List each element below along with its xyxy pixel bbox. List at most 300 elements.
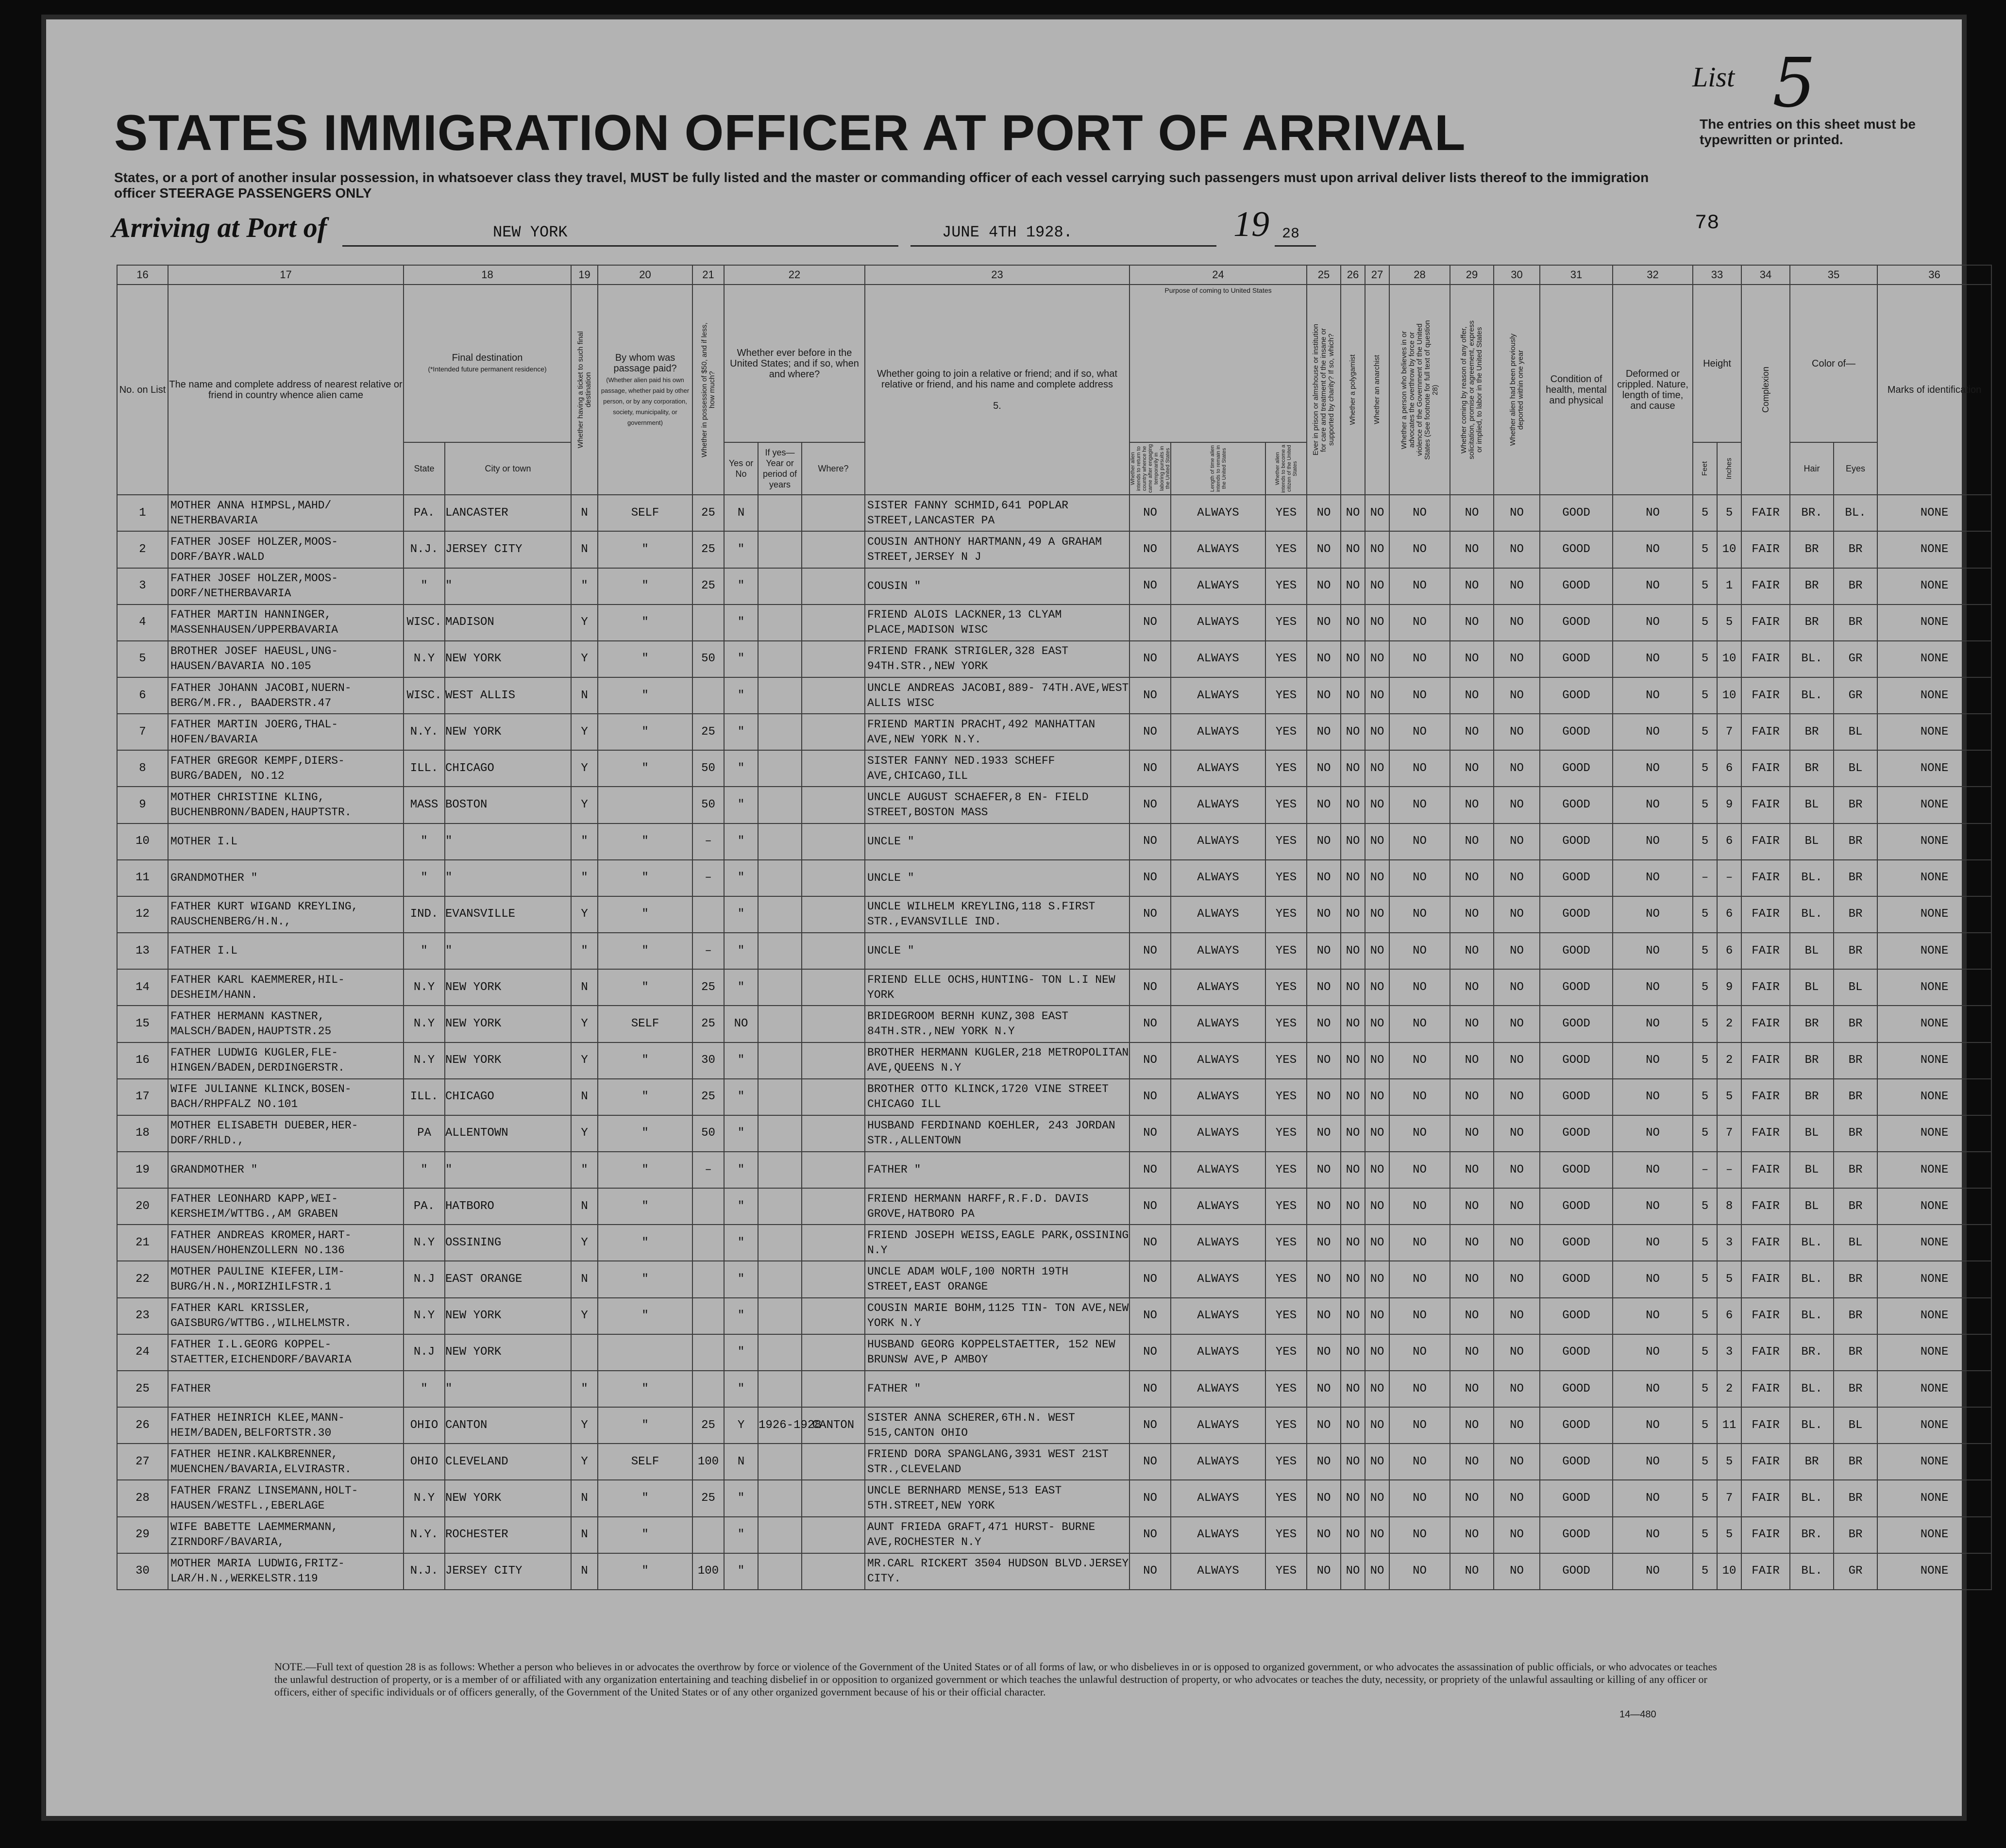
hair-color-cell: BL [1790, 1152, 1834, 1188]
previously-deported-cell: NO [1494, 1079, 1540, 1115]
before-in-us-cell: " [724, 860, 758, 896]
purpose-citizen-cell: YES [1265, 1371, 1307, 1407]
previously-deported-cell: NO [1494, 641, 1540, 677]
question-28-cell: NO [1389, 1334, 1450, 1371]
labor-contract-cell: NO [1450, 568, 1494, 605]
passage-paid-by-cell: SELF [598, 1444, 692, 1480]
eye-color-cell: BR [1834, 1298, 1877, 1334]
purpose-citizen-cell: YES [1265, 823, 1307, 860]
purpose-citizen-cell: YES [1265, 641, 1307, 677]
relative-address-cell: FATHER JOHANN JACOBI,NUERN- BERG/M.FR., BAADERSTR.47 [168, 677, 404, 714]
destination-city-cell: " [445, 1152, 571, 1188]
header-color-of: Color of— [1790, 285, 1877, 442]
table-row [117, 568, 1991, 605]
complexion-cell: FAIR [1741, 933, 1790, 969]
passage-paid-by-cell: " [598, 1225, 692, 1261]
col-number: 35 [1790, 265, 1877, 285]
health-cell: GOOD [1540, 1006, 1613, 1042]
before-where-cell [802, 860, 865, 896]
identification-marks-cell: NONE [1877, 1188, 1991, 1225]
polygamist-cell: NO [1341, 677, 1365, 714]
question-28-cell: NO [1389, 750, 1450, 787]
health-cell: GOOD [1540, 787, 1613, 823]
health-cell: GOOD [1540, 531, 1613, 568]
before-in-us-cell: " [724, 568, 758, 605]
polygamist-cell: NO [1341, 1480, 1365, 1516]
before-where-cell [802, 823, 865, 860]
destination-state-cell: WISC. [404, 605, 445, 641]
joining-relative-cell: UNCLE ADAM WOLF,100 NORTH 19TH STREET,EAST ORANGE [865, 1261, 1129, 1297]
destination-city-cell: NEW YORK [445, 1042, 571, 1079]
height-inches-cell: 2 [1717, 1006, 1741, 1042]
joining-relative-cell: FRIEND FRANK STRIGLER,328 EAST 94TH.STR.,NEW YORK [865, 641, 1129, 677]
relative-address-cell: FATHER MARTIN HANNINGER, MASSENHAUSEN/UPPERBAVARIA [168, 605, 404, 641]
identification-marks-cell: NONE [1877, 1517, 1991, 1553]
height-inches-cell: 11 [1717, 1407, 1741, 1444]
polygamist-cell: NO [1341, 1042, 1365, 1079]
previously-deported-cell: NO [1494, 860, 1540, 896]
purpose-return-cell: NO [1129, 1261, 1171, 1297]
hair-color-cell: BL [1790, 969, 1834, 1006]
purpose-length-cell: ALWAYS [1171, 1407, 1265, 1444]
col-number: 36 [1877, 265, 1991, 285]
health-cell: GOOD [1540, 1371, 1613, 1407]
anarchist-cell: NO [1365, 1079, 1389, 1115]
table-row [117, 1334, 1991, 1371]
labor-contract-cell: NO [1450, 933, 1494, 969]
labor-contract-cell: NO [1450, 1152, 1494, 1188]
table-row [117, 933, 1991, 969]
hair-color-cell: BL. [1790, 896, 1834, 933]
deformed-cell: NO [1613, 714, 1693, 750]
header-joining [865, 285, 1129, 495]
money-cell: 25 [692, 568, 724, 605]
labor-contract-cell: NO [1450, 495, 1494, 531]
joining-relative-cell: FRIEND MARTIN PRACHT,492 MANHATTAN AVE,NEW YORK N.Y. [865, 714, 1129, 750]
before-where-cell [802, 1225, 865, 1261]
before-in-us-cell: " [724, 641, 758, 677]
header-hair: Hair [1790, 442, 1834, 495]
before-in-us-cell: " [724, 1079, 758, 1115]
col-number: 27 [1365, 265, 1389, 285]
deformed-cell: NO [1613, 495, 1693, 531]
before-period-cell [758, 641, 802, 677]
joining-relative-cell: FRIEND DORA SPANGLANG,3931 WEST 21ST STR.,CLEVELAND [865, 1444, 1129, 1480]
height-feet-cell: 5 [1693, 714, 1717, 750]
destination-state-cell: N.Y [404, 969, 445, 1006]
ticket-cell: " [571, 823, 598, 860]
purpose-return-cell: NO [1129, 677, 1171, 714]
labor-contract-cell: NO [1450, 1334, 1494, 1371]
money-cell: 25 [692, 495, 724, 531]
ticket-cell: N [571, 495, 598, 531]
complexion-cell: FAIR [1741, 495, 1790, 531]
destination-city-cell: JERSEY CITY [445, 531, 571, 568]
purpose-return-cell: NO [1129, 933, 1171, 969]
before-where-cell [802, 1480, 865, 1516]
header-question-28 [1389, 285, 1450, 495]
table-row [117, 860, 1991, 896]
previously-deported-cell: NO [1494, 1225, 1540, 1261]
eye-color-cell: BL [1834, 750, 1877, 787]
complexion-cell: FAIR [1741, 823, 1790, 860]
relative-address-cell: MOTHER PAULINE KIEFER,LIM- BURG/H.N.,MORIZHILFSTR.1 [168, 1261, 404, 1297]
question-28-cell: NO [1389, 1517, 1450, 1553]
anarchist-cell: NO [1365, 677, 1389, 714]
before-period-cell [758, 750, 802, 787]
before-period-cell [758, 787, 802, 823]
table-row [117, 969, 1991, 1006]
previously-deported-cell: NO [1494, 933, 1540, 969]
row-number-cell: 12 [117, 896, 168, 933]
complexion-cell: FAIR [1741, 1444, 1790, 1480]
destination-state-cell: N.Y [404, 1006, 445, 1042]
previously-deported-cell: NO [1494, 1553, 1540, 1590]
previously-deported-cell: NO [1494, 1115, 1540, 1152]
before-period-cell [758, 1115, 802, 1152]
polygamist-cell: NO [1341, 1553, 1365, 1590]
table-row [117, 531, 1991, 568]
ticket-cell: Y [571, 1444, 598, 1480]
passage-paid-by-cell: " [598, 677, 692, 714]
polygamist-cell: NO [1341, 1188, 1365, 1225]
health-cell: GOOD [1540, 1042, 1613, 1079]
anarchist-cell: NO [1365, 605, 1389, 641]
before-period-cell [758, 1188, 802, 1225]
purpose-citizen-cell: YES [1265, 750, 1307, 787]
row-number-cell: 10 [117, 823, 168, 860]
purpose-length-cell: ALWAYS [1171, 1480, 1265, 1516]
height-feet-cell: 5 [1693, 750, 1717, 787]
joining-relative-cell: FRIEND HERMANN HARFF,R.F.D. DAVIS GROVE,HATBORO PA [865, 1188, 1129, 1225]
feet-label: Feet [1701, 461, 1709, 476]
labor-contract-cell: NO [1450, 1225, 1494, 1261]
destination-state-cell: N.Y [404, 641, 445, 677]
destination-city-cell: ROCHESTER [445, 1517, 571, 1553]
question-28-cell: NO [1389, 714, 1450, 750]
destination-state-cell: N.Y [404, 1225, 445, 1261]
joining-relative-cell: BRIDEGROOM BERNH KUNZ,308 EAST 84TH.STR.,NEW YORK N.Y [865, 1006, 1129, 1042]
before-period-cell [758, 1261, 802, 1297]
ticket-cell: N [571, 531, 598, 568]
identification-marks-cell: NONE [1877, 1079, 1991, 1115]
relative-address-cell: FATHER HEINR.KALKBRENNER, MUENCHEN/BAVARIA,ELVIRASTR. [168, 1444, 404, 1480]
purpose-length-cell: ALWAYS [1171, 1553, 1265, 1590]
hair-color-cell: BR [1790, 1079, 1834, 1115]
manifest-sheet [46, 19, 1982, 1816]
header-height: Height [1693, 285, 1741, 442]
final-destination-sub: (*Intended future permanent residence) [428, 365, 547, 373]
row-number-cell: 9 [117, 787, 168, 823]
question-28-cell: NO [1389, 1407, 1450, 1444]
destination-state-cell: ILL. [404, 1079, 445, 1115]
polygamist-label: Whether a polygamist [1349, 354, 1357, 425]
height-feet-cell: 5 [1693, 896, 1717, 933]
purpose-citizen-cell: YES [1265, 969, 1307, 1006]
arriving-label: Arriving at Port of [112, 212, 327, 243]
hair-color-cell: BR [1790, 568, 1834, 605]
table-row [117, 605, 1991, 641]
row-number-cell: 30 [117, 1553, 168, 1590]
relative-address-cell: FATHER JOSEF HOLZER,MOOS- DORF/BAYR.WALD [168, 531, 404, 568]
polygamist-cell: NO [1341, 933, 1365, 969]
joining-relative-cell: COUSIN ANTHONY HARTMANN,49 A GRAHAM STREET,JERSEY N J [865, 531, 1129, 568]
destination-state-cell: OHIO [404, 1407, 445, 1444]
polygamist-cell: NO [1341, 1261, 1365, 1297]
previously-deported-cell: NO [1494, 1480, 1540, 1516]
question-28-cell: NO [1389, 1261, 1450, 1297]
before-where-cell [802, 1261, 865, 1297]
deformed-cell: NO [1613, 1006, 1693, 1042]
prison-cell: NO [1307, 787, 1341, 823]
header-city: City or town [445, 442, 571, 495]
col-number: 26 [1341, 265, 1365, 285]
eye-color-cell: BR [1834, 531, 1877, 568]
prison-cell: NO [1307, 1371, 1341, 1407]
before-period-cell [758, 1517, 802, 1553]
health-cell: GOOD [1540, 495, 1613, 531]
ticket-cell: Y [571, 1225, 598, 1261]
labor-contract-cell: NO [1450, 641, 1494, 677]
ticket-cell: " [571, 568, 598, 605]
prison-cell: NO [1307, 1407, 1341, 1444]
ticket-cell: N [571, 969, 598, 1006]
destination-state-cell: " [404, 1371, 445, 1407]
purpose-return-cell: NO [1129, 860, 1171, 896]
identification-marks-cell: NONE [1877, 787, 1991, 823]
question-28-cell: NO [1389, 1006, 1450, 1042]
question-28-cell: NO [1389, 787, 1450, 823]
question-28-cell: NO [1389, 823, 1450, 860]
passage-paid-by-cell: " [598, 568, 692, 605]
purpose-citizen-label: Whether alien intends to become a citizen of the United States [1274, 444, 1298, 493]
purpose-return-cell: NO [1129, 605, 1171, 641]
header-complexion [1741, 285, 1790, 495]
height-inches-cell: 6 [1717, 1298, 1741, 1334]
labor-contract-cell: NO [1450, 1188, 1494, 1225]
identification-marks-cell: NONE [1877, 568, 1991, 605]
hair-color-cell: BL. [1790, 1371, 1834, 1407]
deformed-cell: NO [1613, 1079, 1693, 1115]
prison-cell: NO [1307, 1188, 1341, 1225]
anarchist-cell: NO [1365, 1334, 1389, 1371]
identification-marks-cell: NONE [1877, 1407, 1991, 1444]
purpose-return-cell: NO [1129, 568, 1171, 605]
money-cell [692, 1298, 724, 1334]
before-where-cell [802, 1371, 865, 1407]
question-28-cell: NO [1389, 1371, 1450, 1407]
table-row [117, 787, 1991, 823]
destination-state-cell: N.J. [404, 531, 445, 568]
money-cell [692, 1261, 724, 1297]
passage-paid-by-cell [598, 787, 692, 823]
purpose-length-cell: ALWAYS [1171, 1298, 1265, 1334]
form-number: 14—480 [1619, 1709, 1656, 1720]
complexion-cell: FAIR [1741, 1261, 1790, 1297]
polygamist-cell: NO [1341, 1371, 1365, 1407]
header-before-us: Whether ever before in the United States; and if so, when and where? [724, 285, 865, 442]
purpose-citizen-cell: YES [1265, 677, 1307, 714]
relative-address-cell: MOTHER CHRISTINE KLING, BUCHENBRONN/BADEN,HAUPTSTR. [168, 787, 404, 823]
health-cell: GOOD [1540, 1480, 1613, 1516]
header-passage-paid [598, 285, 692, 495]
ticket-cell: Y [571, 1298, 598, 1334]
previously-deported-cell: NO [1494, 896, 1540, 933]
labor-contract-cell: NO [1450, 1079, 1494, 1115]
destination-city-cell: CHICAGO [445, 750, 571, 787]
before-in-us-cell: " [724, 1225, 758, 1261]
purpose-length-cell: ALWAYS [1171, 750, 1265, 787]
previously-deported-cell: NO [1494, 1334, 1540, 1371]
table-row [117, 823, 1991, 860]
destination-state-cell: N.J [404, 1334, 445, 1371]
manifest-table [117, 265, 1992, 1590]
before-in-us-cell: " [724, 1115, 758, 1152]
before-period-cell [758, 1042, 802, 1079]
previously-deported-cell: NO [1494, 823, 1540, 860]
height-inches-cell: 10 [1717, 677, 1741, 714]
relative-address-cell: FATHER GREGOR KEMPF,DIERS- BURG/BADEN, NO.12 [168, 750, 404, 787]
anarchist-cell: NO [1365, 1115, 1389, 1152]
destination-state-cell: WISC. [404, 677, 445, 714]
header-relative: The name and complete address of nearest relative or friend in country whence alien came [168, 285, 404, 495]
ticket-cell: Y [571, 787, 598, 823]
passage-paid-by-cell: " [598, 1480, 692, 1516]
purpose-length-label: Length of time alien intends to remain in the United States [1209, 445, 1227, 492]
header-polygamist [1341, 285, 1365, 495]
money-cell [692, 1517, 724, 1553]
before-where-cell: CANTON [802, 1407, 865, 1444]
page-number: 78 [1695, 211, 1719, 235]
height-inches-cell: 1 [1717, 568, 1741, 605]
complexion-cell: FAIR [1741, 677, 1790, 714]
header-prison [1307, 285, 1341, 495]
ticket-cell: N [571, 1480, 598, 1516]
final-destination-label: Final destination [452, 353, 523, 364]
identification-marks-cell: NONE [1877, 1553, 1991, 1590]
joining-relative-cell: FRIEND ELLE OCHS,HUNTING- TON L.I NEW YORK [865, 969, 1129, 1006]
before-period-cell [758, 677, 802, 714]
purpose-return-cell: NO [1129, 1334, 1171, 1371]
destination-state-cell: " [404, 1152, 445, 1188]
before-period-cell [758, 1006, 802, 1042]
passage-paid-by-cell: " [598, 969, 692, 1006]
before-where-cell [802, 750, 865, 787]
before-in-us-cell: " [724, 1298, 758, 1334]
health-cell: GOOD [1540, 1115, 1613, 1152]
before-period-cell [758, 1553, 802, 1590]
purpose-return-cell: NO [1129, 1042, 1171, 1079]
polygamist-cell: NO [1341, 1298, 1365, 1334]
relative-address-cell: FATHER KARL KRISSLER, GAISBURG/WTTBG.,WILHELMSTR. [168, 1298, 404, 1334]
hair-color-cell: BL [1790, 823, 1834, 860]
labor-contract-cell: NO [1450, 605, 1494, 641]
previously-deported-cell: NO [1494, 531, 1540, 568]
deformed-cell: NO [1613, 1407, 1693, 1444]
before-in-us-cell: " [724, 1371, 758, 1407]
height-inches-cell: 6 [1717, 823, 1741, 860]
eye-color-cell: BR [1834, 1444, 1877, 1480]
height-inches-cell: 7 [1717, 1115, 1741, 1152]
passage-paid-by-cell: " [598, 1115, 692, 1152]
purpose-length-cell: ALWAYS [1171, 1444, 1265, 1480]
typewritten-note: The entries on this sheet must be typewritten or printed. [1700, 117, 1916, 147]
purpose-return-cell: NO [1129, 1407, 1171, 1444]
year-prefix: 19 [1233, 204, 1269, 244]
labor-label: Whether coming by reason of any offer, solicitation, promise or agreement, express or implied, to labor in the United States [1460, 320, 1484, 459]
deformed-cell: NO [1613, 1371, 1693, 1407]
joining-relative-cell: UNCLE ANDREAS JACOBI,889- 74TH.AVE,WEST ALLIS WISC [865, 677, 1129, 714]
identification-marks-cell: NONE [1877, 750, 1991, 787]
before-period-cell [758, 1444, 802, 1480]
before-where-cell [802, 1006, 865, 1042]
row-number-cell: 19 [117, 1152, 168, 1188]
labor-contract-cell: NO [1450, 896, 1494, 933]
purpose-length-cell: ALWAYS [1171, 495, 1265, 531]
complexion-cell: FAIR [1741, 605, 1790, 641]
labor-contract-cell: NO [1450, 1371, 1494, 1407]
before-period-cell [758, 531, 802, 568]
header-state: State [404, 442, 445, 495]
destination-state-cell: " [404, 568, 445, 605]
before-period-cell [758, 1334, 802, 1371]
height-feet-cell: 5 [1693, 568, 1717, 605]
anarchist-cell: NO [1365, 568, 1389, 605]
relative-address-cell: FATHER HEINRICH KLEE,MANN- HEIM/BADEN,BELFORTSTR.30 [168, 1407, 404, 1444]
joining-relative-cell: BROTHER HERMANN KUGLER,218 METROPOLITAN AVE,QUEENS N.Y [865, 1042, 1129, 1079]
money-cell [692, 1371, 724, 1407]
height-feet-cell: 5 [1693, 605, 1717, 641]
purpose-length-cell: ALWAYS [1171, 1517, 1265, 1553]
joining-relative-cell: SISTER ANNA SCHERER,6TH.N. WEST 515,CANTON OHIO [865, 1407, 1129, 1444]
relative-address-cell: WIFE BABETTE LAEMMERMANN, ZIRNDORF/BAVARIA, [168, 1517, 404, 1553]
height-feet-cell: 5 [1693, 1334, 1717, 1371]
height-inches-cell: 5 [1717, 1261, 1741, 1297]
money-cell: 100 [692, 1553, 724, 1590]
complexion-cell: FAIR [1741, 1079, 1790, 1115]
anarchist-cell: NO [1365, 641, 1389, 677]
health-cell: GOOD [1540, 860, 1613, 896]
purpose-citizen-cell: YES [1265, 1261, 1307, 1297]
question-28-cell: NO [1389, 933, 1450, 969]
table-row [117, 1298, 1991, 1334]
purpose-return-cell: NO [1129, 823, 1171, 860]
destination-city-cell: EVANSVILLE [445, 896, 571, 933]
height-feet-cell: 5 [1693, 1371, 1717, 1407]
destination-city-cell: NEW YORK [445, 641, 571, 677]
identification-marks-cell: NONE [1877, 896, 1991, 933]
row-number-cell: 1 [117, 495, 168, 531]
ticket-cell: N [571, 1079, 598, 1115]
destination-state-cell: N.J [404, 1261, 445, 1297]
table-row [117, 495, 1991, 531]
before-in-us-cell: " [724, 1334, 758, 1371]
purpose-citizen-cell: YES [1265, 1225, 1307, 1261]
before-period-cell [758, 1079, 802, 1115]
identification-marks-cell: NONE [1877, 495, 1991, 531]
relative-address-cell: MOTHER ANNA HIMPSL,MAHD/ NETHERBAVARIA [168, 495, 404, 531]
purpose-length-cell: ALWAYS [1171, 823, 1265, 860]
complexion-cell: FAIR [1741, 714, 1790, 750]
row-number-cell: 29 [117, 1517, 168, 1553]
purpose-return-cell: NO [1129, 641, 1171, 677]
relative-address-cell: MOTHER MARIA LUDWIG,FRITZ- LAR/H.N.,WERKELSTR.119 [168, 1553, 404, 1590]
before-where-cell [802, 1188, 865, 1225]
joining-relative-cell: FATHER " [865, 1152, 1129, 1188]
before-where-cell [802, 1298, 865, 1334]
destination-city-cell: MADISON [445, 605, 571, 641]
before-in-us-cell: " [724, 1480, 758, 1516]
